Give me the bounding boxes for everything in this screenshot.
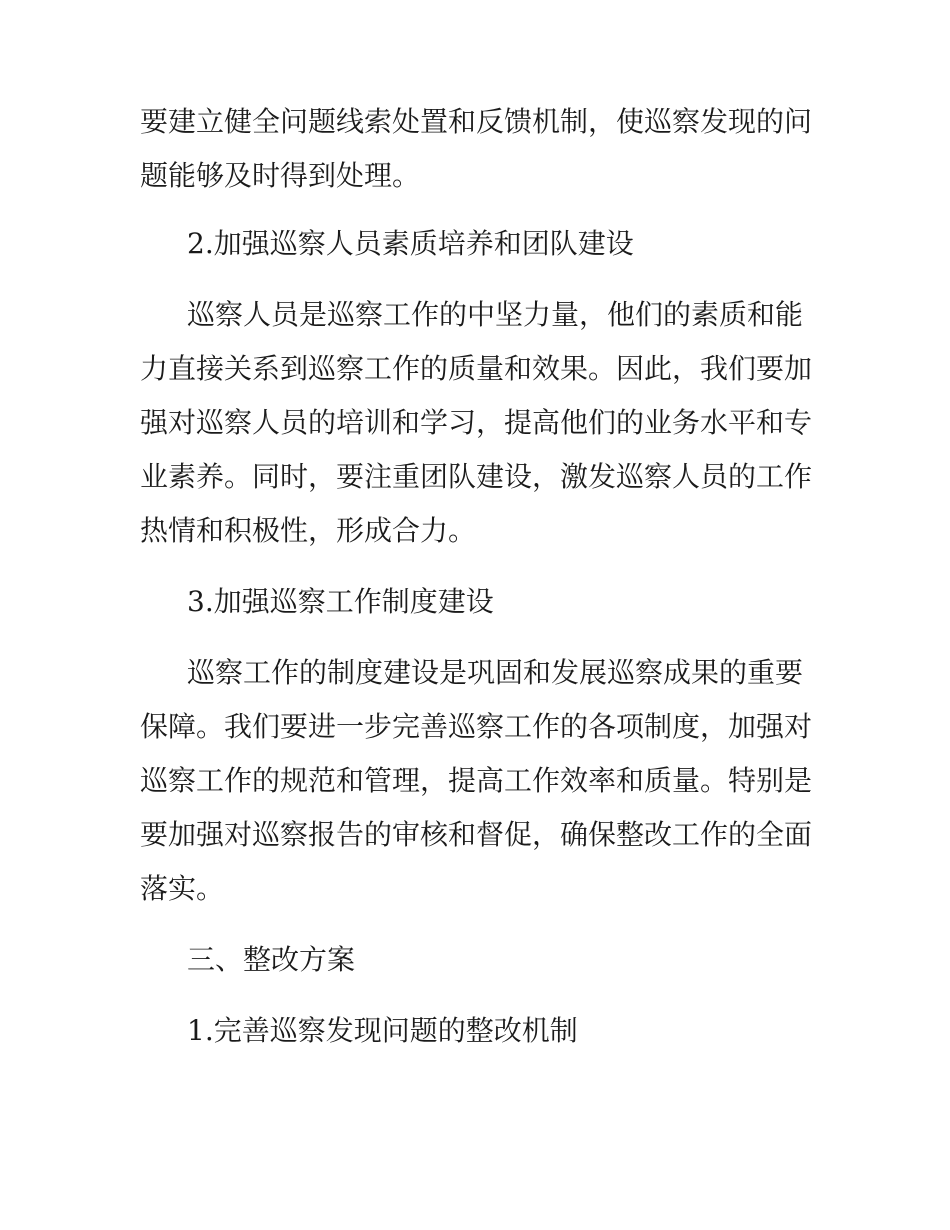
paragraph-line: 热情和积极性，形成合力。 [140,514,477,547]
paragraph-line: 巡察人员是巡察工作的中坚力量，他们的素质和能 [187,298,804,331]
paragraph-line: 强对巡察人员的培训和学习，提高他们的业务水平和专 [140,406,813,439]
paragraph-line: 力直接关系到巡察工作的质量和效果。因此，我们要加 [140,352,813,385]
section-heading: 2.加强巡察人员素质培养和团队建设 [187,227,634,260]
paragraph-line: 题能够及时得到处理。 [140,159,421,192]
paragraph-line: 要加强对巡察报告的审核和督促，确保整改工作的全面 [140,818,813,851]
paragraph-line: 巡察工作的制度建设是巩固和发展巡察成果的重要 [187,656,804,689]
paragraph-line: 要建立健全问题线索处置和反馈机制，使巡察发现的问 [140,105,813,138]
section-heading: 三、整改方案 [187,943,356,976]
paragraph-line: 业素养。同时，要注重团队建设，激发巡察人员的工作 [140,460,813,493]
section-heading: 3.加强巡察工作制度建设 [187,585,494,618]
paragraph-line: 保障。我们要进一步完善巡察工作的各项制度，加强对 [140,710,813,743]
section-heading: 1.完善巡察发现问题的整改机制 [187,1014,578,1047]
paragraph-line: 巡察工作的规范和管理，提高工作效率和质量。特别是 [140,764,813,797]
paragraph-line: 落实。 [140,872,225,905]
